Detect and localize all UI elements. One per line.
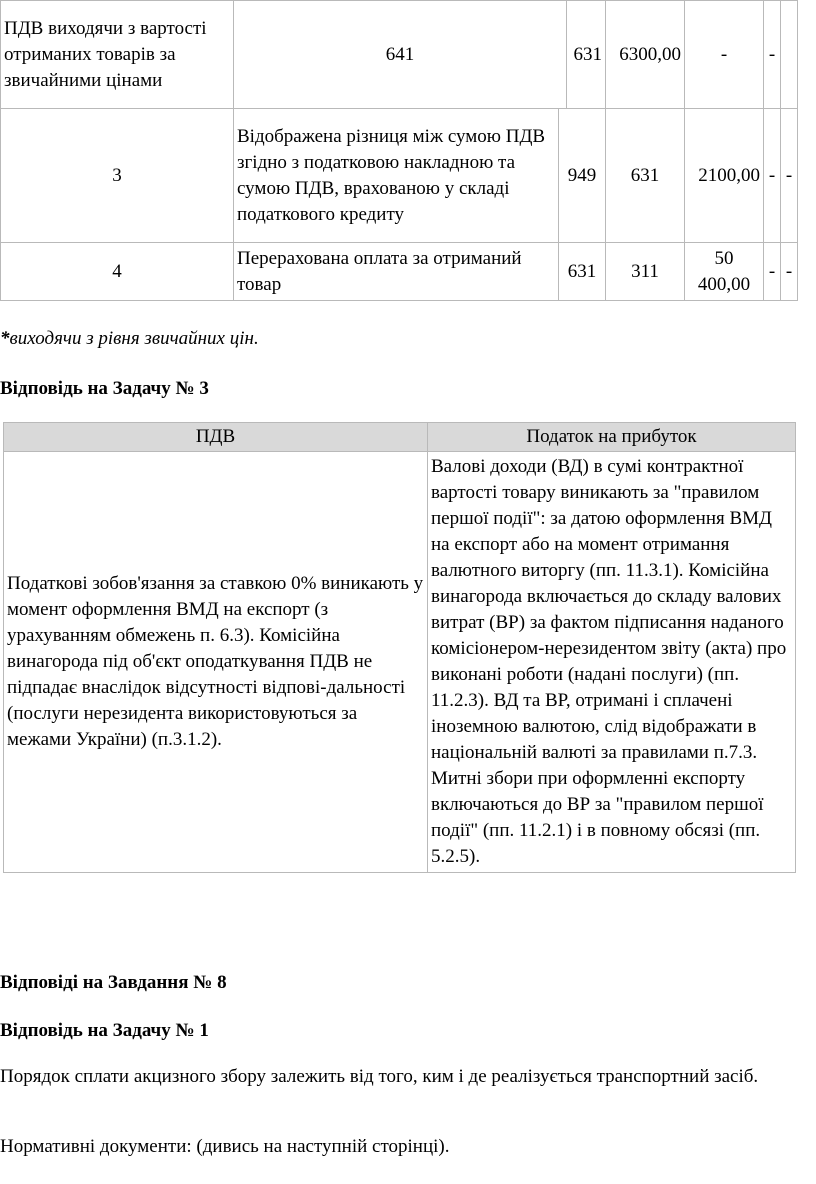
footnote: [0, 326, 259, 352]
row-amount: 50 400,00: [685, 243, 764, 301]
row-debit: 949: [559, 109, 606, 243]
row-col2: -: [764, 1, 781, 109]
row-col1: -: [764, 109, 781, 243]
heading-zavd8: Відповіді на Завдання № 8: [0, 972, 227, 993]
row-number: 3: [1, 109, 234, 243]
row-debit: 641: [234, 1, 567, 109]
row-col2: -: [781, 243, 798, 301]
paragraph-excise: Порядок сплати акцизного збору залежить від того, ким і де реалізується транспортний засіб.: [0, 1066, 759, 1087]
header-profit-tax: Податок на прибуток: [428, 423, 796, 452]
row-debit: 631: [559, 243, 606, 301]
row-description: ПДВ виходячи з вартості отриманих товарів за звичайними цінами: [1, 1, 234, 109]
footnote-star: *: [0, 328, 10, 349]
header-vat: ПДВ: [4, 423, 428, 452]
heading-task1: Відповідь на Задачу № 1: [0, 1020, 209, 1041]
row-credit: 631: [567, 1, 606, 109]
footnote-text: виходячи з рівня звичайних цін.: [9, 328, 259, 349]
row-col2: -: [781, 109, 798, 243]
row-credit: 631: [606, 109, 685, 243]
table-row: [1, 1, 798, 109]
answer-vat-text: Податкові зобов'язання за ставкою 0% виникають у момент оформлення ВМД на експорт (з урахуванням обмежень п. 6.3). Комісійна винагорода під об'єкт оподаткування ПДВ не підпадає внаслідок відсутності відпові-дальності (послуги нерезидента використовуються за межами України) (п.3.1.2).: [4, 452, 428, 873]
paragraph-normative: Нормативні документи: (дивись на наступній сторінці).: [0, 1136, 450, 1157]
row-col1: -: [685, 1, 764, 109]
answer-profit-tax-text: Валові доходи (ВД) в сумі контрактної вартості товару виникають за "правилом першої події": за датою оформлення ВМД на експорт або на момент отримання валютного виторгу (пп. 11.3.1). Комісійна винагорода включається до складу валових витрат (ВР) за фактом підписання наданого комісіонером-нерезидентом звіту (акта) про виконані роботи (надані послуги) (пп. 11.2.3). ВД та ВР, отримані і сплачені іноземною валютою, слід відображати в національній валюті за правилами п.7.3. Митні збори при оформленні експорту включаються до ВР за "правилом першої події" (пп. 11.2.1) і в повному обсязі (пп. 5.2.5).: [428, 452, 796, 873]
answer-body-row: [4, 452, 796, 873]
row-number: 4: [1, 243, 234, 301]
table-row: [1, 243, 798, 301]
table-row: [1, 109, 798, 243]
heading-task3: Відповідь на Задачу № 3: [0, 378, 209, 399]
row-col1: -: [764, 243, 781, 301]
row-description: Перерахована оплата за отриманий товар: [234, 243, 559, 301]
row-amount: 6300,00: [606, 1, 685, 109]
transactions-table: [0, 0, 798, 301]
row-credit: 311: [606, 243, 685, 301]
row-col3: [781, 1, 798, 109]
row-amount: 2100,00: [685, 109, 764, 243]
row-description: Відображена різниця між сумою ПДВ згідно з податковою накладною та сумою ПДВ, врахованою у складі податкового кредиту: [234, 109, 559, 243]
answer-table: [3, 422, 796, 873]
answer-header-row: [4, 423, 796, 452]
